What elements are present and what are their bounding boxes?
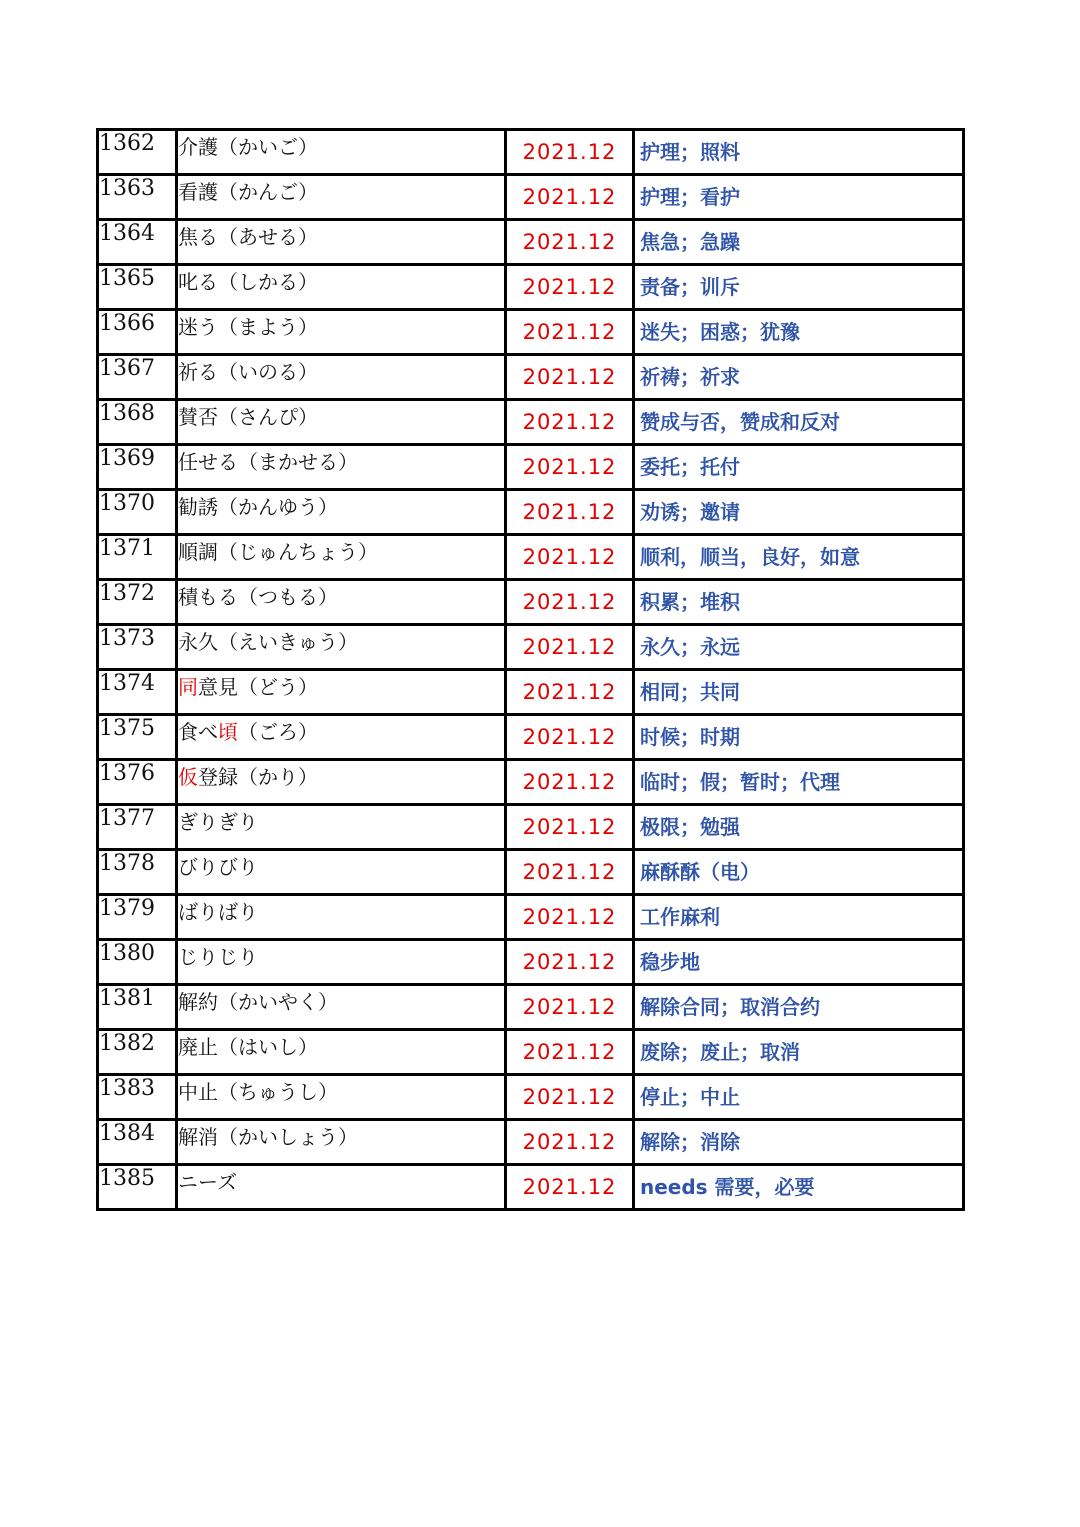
table-row [98,355,964,400]
entry-meaning: 永久；永远 [634,625,964,670]
entry-word [177,130,506,175]
entry-word [177,1120,506,1165]
entry-number: 1385 [98,1165,177,1210]
entry-word [177,985,506,1030]
entry-word [177,490,506,535]
word-suffix: 解約（かいやく） [178,990,338,1014]
vocabulary-rows [98,130,964,1210]
word-suffix: 迷う（まよう） [178,315,318,339]
entry-word [177,175,506,220]
entry-date: 2021.12 [506,1120,634,1165]
table-row [98,715,964,760]
entry-meaning: 顺利，顺当，良好，如意 [634,535,964,580]
word-suffix: ぎりぎり [178,810,258,834]
word-suffix: （ごろ） [238,720,318,744]
table-row [98,310,964,355]
word-suffix: じりじり [178,945,258,969]
entry-word [177,715,506,760]
table-row [98,220,964,265]
entry-meaning: 临时；假；暂时；代理 [634,760,964,805]
table-row [98,400,964,445]
entry-number: 1366 [98,310,177,355]
entry-number: 1381 [98,985,177,1030]
word-suffix: 任せる（まかせる） [178,450,358,474]
entry-date: 2021.12 [506,535,634,580]
entry-number: 1375 [98,715,177,760]
entry-number: 1380 [98,940,177,985]
table-row [98,445,964,490]
entry-number: 1372 [98,580,177,625]
entry-number: 1374 [98,670,177,715]
entry-meaning: 稳步地 [634,940,964,985]
entry-number: 1382 [98,1030,177,1075]
entry-word [177,850,506,895]
entry-word [177,670,506,715]
entry-word [177,265,506,310]
word-suffix: ニーズ [178,1170,237,1194]
entry-meaning: 极限；勉强 [634,805,964,850]
entry-date: 2021.12 [506,355,634,400]
entry-word [177,355,506,400]
entry-number: 1371 [98,535,177,580]
entry-meaning: 责备；训斥 [634,265,964,310]
word-highlight: 同 [178,675,198,699]
entry-word [177,760,506,805]
entry-date: 2021.12 [506,805,634,850]
table-row [98,130,964,175]
entry-number: 1367 [98,355,177,400]
word-highlight: 頃 [218,720,238,744]
table-row [98,895,964,940]
entry-word [177,400,506,445]
entry-date: 2021.12 [506,130,634,175]
entry-meaning: 迷失；困惑；犹豫 [634,310,964,355]
entry-meaning: 委托；托付 [634,445,964,490]
entry-number: 1368 [98,400,177,445]
entry-date: 2021.12 [506,1075,634,1120]
table-row [98,1120,964,1165]
table-row [98,175,964,220]
entry-number: 1365 [98,265,177,310]
word-suffix: 意見（どう） [198,675,318,699]
entry-number: 1378 [98,850,177,895]
entry-meaning: 祈祷；祈求 [634,355,964,400]
entry-number: 1377 [98,805,177,850]
word-suffix: 看護（かんご） [178,180,318,204]
entry-meaning: 废除；废止；取消 [634,1030,964,1075]
entry-word [177,625,506,670]
entry-meaning: 解除；消除 [634,1120,964,1165]
entry-date: 2021.12 [506,220,634,265]
word-suffix: 焦る（あせる） [178,225,318,249]
entry-number: 1370 [98,490,177,535]
word-suffix: 介護（かいご） [178,135,318,159]
entry-date: 2021.12 [506,310,634,355]
entry-number: 1362 [98,130,177,175]
word-prefix: 食べ [178,720,218,744]
word-suffix: びりびり [178,855,258,879]
entry-meaning: 赞成与否，赞成和反对 [634,400,964,445]
word-suffix: 登録（かり） [198,765,318,789]
table-row [98,805,964,850]
entry-word [177,805,506,850]
table-row [98,490,964,535]
vocabulary-table [96,128,965,1211]
word-suffix: 祈る（いのる） [178,360,318,384]
entry-number: 1364 [98,220,177,265]
table-row [98,940,964,985]
entry-meaning: 麻酥酥（电） [634,850,964,895]
entry-meaning: 护理；照料 [634,130,964,175]
entry-meaning: needs 需要，必要 [634,1165,964,1210]
table-row [98,1075,964,1120]
entry-number: 1383 [98,1075,177,1120]
entry-word [177,580,506,625]
entry-meaning: 劝诱；邀请 [634,490,964,535]
table-row [98,1165,964,1210]
entry-word [177,220,506,265]
word-suffix: 廃止（はいし） [178,1035,318,1059]
entry-date: 2021.12 [506,400,634,445]
table-row [98,580,964,625]
entry-date: 2021.12 [506,850,634,895]
entry-date: 2021.12 [506,490,634,535]
entry-word [177,310,506,355]
word-suffix: 勧誘（かんゆう） [178,495,338,519]
table-row [98,265,964,310]
entry-word [177,445,506,490]
word-suffix: 積もる（つもる） [178,585,338,609]
entry-word [177,535,506,580]
table-row [98,535,964,580]
entry-date: 2021.12 [506,175,634,220]
table-row [98,1030,964,1075]
table-row [98,625,964,670]
entry-date: 2021.12 [506,1030,634,1075]
entry-word [177,895,506,940]
word-suffix: 解消（かいしょう） [178,1125,358,1149]
entry-date: 2021.12 [506,940,634,985]
table-row [98,985,964,1030]
entry-meaning: 积累；堆积 [634,580,964,625]
word-suffix: 永久（えいきゅう） [178,630,358,654]
entry-meaning: 解除合同；取消合约 [634,985,964,1030]
entry-date: 2021.12 [506,985,634,1030]
entry-date: 2021.12 [506,445,634,490]
entry-number: 1373 [98,625,177,670]
entry-meaning: 焦急；急躁 [634,220,964,265]
entry-date: 2021.12 [506,625,634,670]
entry-meaning: 护理；看护 [634,175,964,220]
entry-date: 2021.12 [506,715,634,760]
table-row [98,850,964,895]
entry-meaning: 相同；共同 [634,670,964,715]
word-suffix: 賛否（さんぴ） [178,405,318,429]
entry-date: 2021.12 [506,265,634,310]
entry-date: 2021.12 [506,670,634,715]
entry-date: 2021.12 [506,580,634,625]
entry-word [177,940,506,985]
entry-date: 2021.12 [506,1165,634,1210]
word-suffix: 順調（じゅんちょう） [178,540,378,564]
table-row [98,760,964,805]
table-row [98,670,964,715]
entry-word [177,1075,506,1120]
entry-date: 2021.12 [506,760,634,805]
entry-number: 1376 [98,760,177,805]
entry-word [177,1030,506,1075]
entry-number: 1369 [98,445,177,490]
entry-meaning: 时候；时期 [634,715,964,760]
entry-meaning: 工作麻利 [634,895,964,940]
entry-number: 1384 [98,1120,177,1165]
word-suffix: 中止（ちゅうし） [178,1080,338,1104]
word-suffix: 叱る（しかる） [178,270,318,294]
entry-word [177,1165,506,1210]
entry-number: 1363 [98,175,177,220]
entry-meaning: 停止；中止 [634,1075,964,1120]
word-suffix: ばりばり [178,900,258,924]
word-highlight: 仮 [178,765,198,789]
entry-number: 1379 [98,895,177,940]
entry-date: 2021.12 [506,895,634,940]
